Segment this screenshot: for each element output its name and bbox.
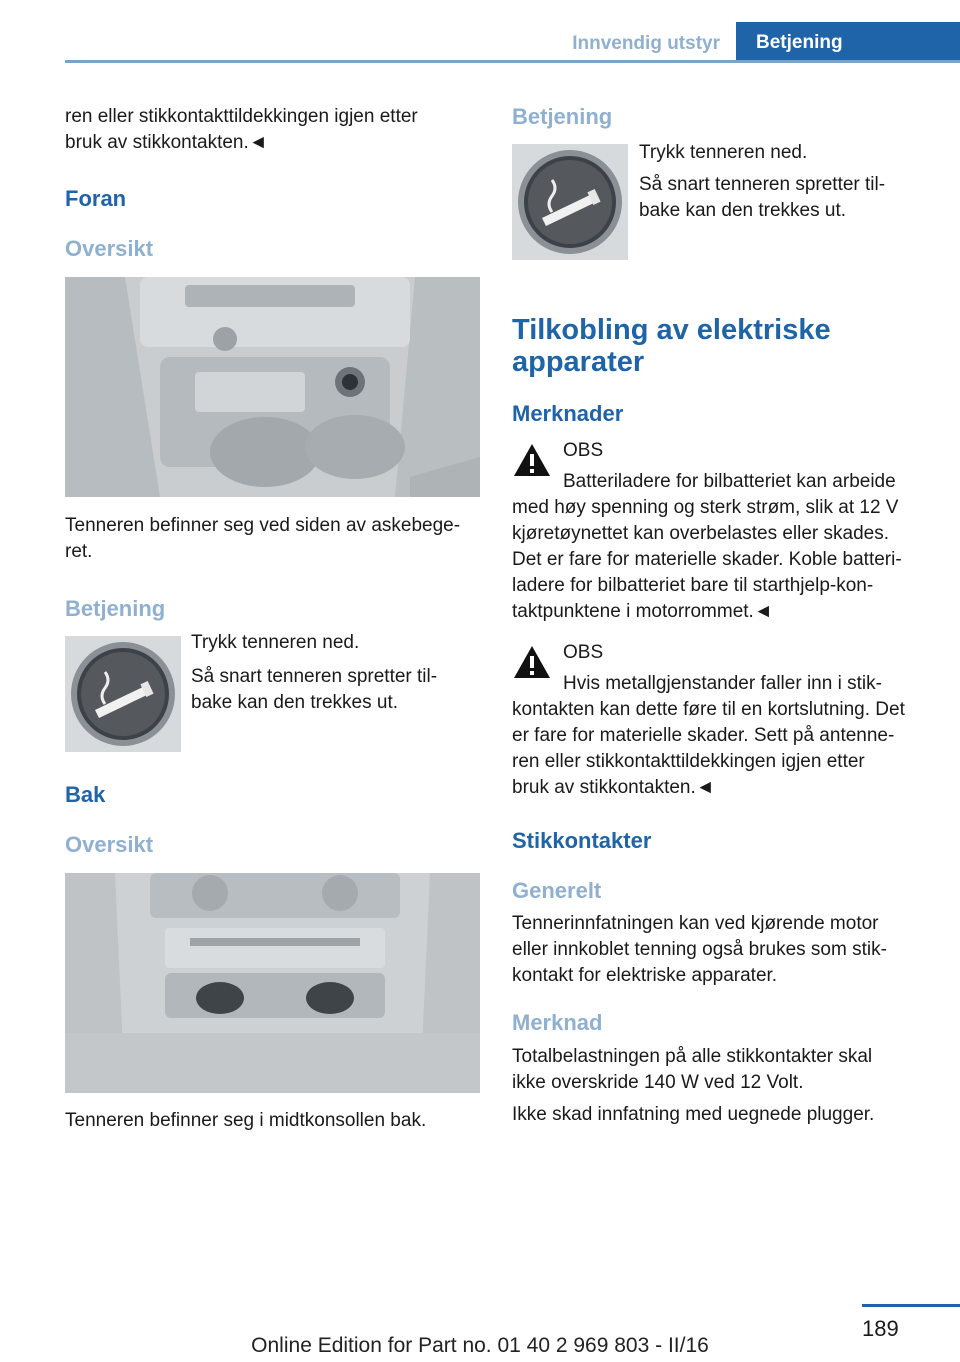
warning-icon	[512, 644, 552, 680]
left-instruction-2-line2: bake kan den trekkes ut.	[191, 692, 399, 713]
heading-merknader: Merknader	[512, 401, 624, 426]
obs2-line: kontakten kan dette føre til en kortslutning. Det	[512, 699, 905, 720]
heading-foran: Foran	[65, 186, 127, 211]
heading-oversikt-front: Oversikt	[65, 236, 154, 261]
cigarette-lighter-icon	[512, 144, 628, 260]
heading-generelt: Generelt	[512, 878, 602, 903]
header-section: Innvendig utstyr	[572, 33, 720, 54]
heading-merknad: Merknad	[512, 1010, 603, 1035]
obs2-line: Hvis metallgjenstander faller inn i stik‐	[563, 673, 882, 694]
merknad-line: Totalbelastningen på alle stikkontakter skal	[512, 1046, 873, 1067]
chapter-title-line1: Tilkobling av elektriske	[512, 314, 831, 346]
obs2-line: ren eller stikkontakttildekkingen igjen etter	[512, 751, 865, 772]
obs1-line: taktpunktene i motorrommet.◄	[512, 601, 773, 622]
continued-text-line1: ren eller stikkontakttildekkingen igjen etter	[65, 106, 418, 127]
rear-caption: Tenneren befinner seg i midtkonsollen bak.	[65, 1110, 427, 1131]
heading-betjening-left: Betjening	[65, 596, 166, 621]
heading-bak: Bak	[65, 782, 106, 807]
warning-icon	[512, 442, 552, 478]
footer-edition: Online Edition for Part no. 01 40 2 969 803 - II/16	[251, 1334, 709, 1357]
lighter-image-left	[65, 636, 181, 752]
obs1-line: kjøretøynettet kan overbelastes eller skades.	[512, 523, 890, 544]
merknad-line: ikke overskride 140 W ved 12 Volt.	[512, 1072, 804, 1093]
rear-console-illustration	[65, 873, 480, 1093]
obs1-line: Det er fare for materielle skader. Koble batteri‐	[512, 549, 902, 570]
header-rule	[65, 60, 960, 63]
obs2-label: OBS	[563, 642, 604, 663]
continued-text-line2: bruk av stikkontakten.◄	[65, 132, 268, 153]
heading-oversikt-rear: Oversikt	[65, 832, 154, 857]
right-instruction-2-line2: bake kan den trekkes ut.	[639, 200, 847, 221]
generelt-line: Tennerinnfatningen kan ved kjørende motor	[512, 913, 879, 934]
lighter-image-right	[512, 144, 628, 260]
footer-rule	[862, 1304, 960, 1307]
chapter-title-line2: apparater	[512, 346, 645, 378]
obs1-line: med høy spenning og sterk strøm, slik at 12 V	[512, 497, 899, 518]
obs1-line: ladere for bilbatteriet bare til starthjelp-kon‐	[512, 575, 874, 596]
left-instruction-2-line1: Så snart tenneren spretter til‐	[191, 666, 438, 687]
generelt-line: eller innkoblet tenning også brukes som stik‐	[512, 939, 887, 960]
heading-betjening-right: Betjening	[512, 104, 613, 129]
front-console-image	[65, 277, 480, 497]
front-caption-line1: Tenneren befinner seg ved siden av askebege‐	[65, 515, 461, 536]
left-instruction-1: Trykk tenneren ned.	[191, 632, 360, 653]
right-instruction-2-line1: Så snart tenneren spretter til‐	[639, 174, 886, 195]
obs1-label: OBS	[563, 440, 604, 461]
generelt-line: kontakt for elektriske apparater.	[512, 965, 778, 986]
page-number: 189	[862, 1316, 899, 1341]
right-instruction-1: Trykk tenneren ned.	[639, 142, 808, 163]
front-caption-line2: ret.	[65, 541, 93, 562]
rear-console-image	[65, 873, 480, 1093]
heading-stikkontakter: Stikkontakter	[512, 828, 652, 853]
front-console-illustration	[65, 277, 480, 497]
header-tab: Betjening	[736, 22, 960, 63]
cigarette-lighter-icon	[65, 636, 181, 752]
obs1-line: Batteriladere for bilbatteriet kan arbeide	[563, 471, 896, 492]
obs2-line: bruk av stikkontakten.◄	[512, 777, 715, 798]
obs2-line: er fare for materielle skader. Sett på antenne‐	[512, 725, 895, 746]
last-line: Ikke skad innfatning med uegnede plugger.	[512, 1104, 875, 1125]
